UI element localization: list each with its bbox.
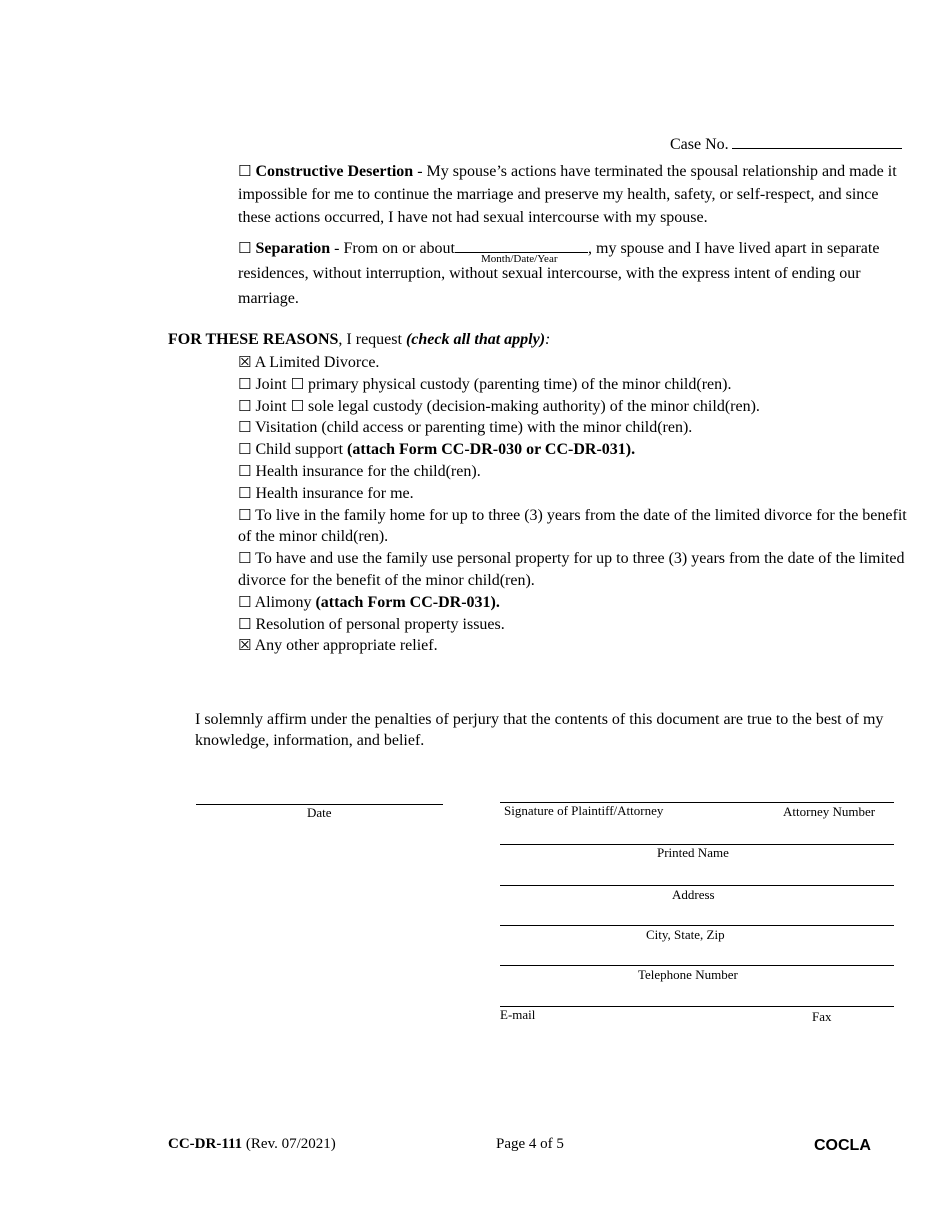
relief-item-family-home: ☐ To live in the family home for up to three (3) years from the date of the limited divorce for the benefit of the minor child(ren). [238, 505, 907, 546]
relief-checkbox[interactable]: ☐ [238, 461, 252, 480]
telephone-caption: Telephone Number [638, 967, 738, 982]
separation-title: Separation [255, 240, 331, 257]
reasons-lead-text: , I request [338, 331, 406, 348]
relief-checkbox[interactable]: ☐ [238, 614, 252, 633]
cocla-logo: COCLA [814, 1137, 871, 1154]
relief-checkbox-secondary[interactable]: ☐ [290, 396, 305, 415]
email-fax-line[interactable] [500, 1006, 894, 1007]
relief-item-personal-property-use: ☐ To have and use the family use personal property for up to three (3) years from the date of the limited divorce for the benefit of the minor child(ren). [238, 549, 905, 589]
relief-item-health-insurance-me: ☐ Health insurance for me. [238, 483, 414, 502]
attorney-number-caption: Attorney Number [783, 804, 876, 819]
address-caption: Address [672, 887, 715, 902]
desertion-title: Constructive Desertion [255, 163, 414, 180]
separation-date-field[interactable] [455, 238, 588, 265]
desertion-text: - My spouse’s actions have terminated the spousal relationship and made it impossible for me to continue the marriage and preserve my health, safety, or self-respect, and since these actions occurred, I have not had sexual intercourse with my spouse. [238, 163, 897, 226]
relief-checkbox-secondary[interactable]: ☐ [290, 374, 305, 393]
relief-item-alimony: ☐ Alimony (attach Form CC-DR-031). [238, 592, 500, 611]
email-caption: E-mail [500, 1007, 536, 1022]
city-state-zip-caption: City, State, Zip [646, 927, 725, 942]
case-number [670, 134, 902, 154]
signature-caption: Signature of Plaintiff/Attorney [504, 803, 664, 818]
relief-checkbox[interactable]: ☐ [238, 418, 252, 437]
fax-caption: Fax [812, 1009, 832, 1024]
telephone-line[interactable] [500, 965, 894, 966]
separation-date-caption: Month/Date/Year [481, 253, 558, 265]
ground-constructive-desertion [238, 160, 913, 229]
reasons-lead-italic: (check all that apply) [405, 331, 546, 348]
relief-item-health-insurance-children: ☐ Health insurance for the child(ren). [238, 461, 481, 480]
relief-item-legal-custody: ☐ Joint ☐ sole legal custody (decision-making authority) of the minor child(ren). [238, 396, 760, 415]
case-no-label: Case No. [670, 136, 729, 153]
address-line[interactable] [500, 885, 894, 886]
relief-checkbox[interactable]: ☐ [238, 396, 252, 415]
relief-checkbox[interactable]: ☐ [238, 505, 252, 524]
ground-separation [238, 236, 913, 311]
case-no-field[interactable] [732, 134, 902, 149]
relief-item-visitation: ☐ Visitation (child access or parenting time) with the minor child(ren). [238, 418, 693, 437]
form-id: CC-DR-111 [168, 1136, 243, 1152]
reasons-heading: FOR THESE REASONS, I request (check all that apply): [168, 331, 551, 348]
relief-item-limited-divorce: ☒ A Limited Divorce. [238, 353, 380, 371]
relief-checkbox[interactable]: ☐ [238, 440, 252, 459]
printed-name-caption: Printed Name [657, 845, 729, 860]
relief-checkbox[interactable]: ☐ [238, 549, 252, 568]
affirmation-text: I solemnly affirm under the penalties of perjury that the contents of this document are true to the best of my knowledge, information, and belief. [195, 711, 884, 749]
form-identifier [168, 1136, 336, 1153]
separation-text-after: , my spouse and I have lived apart in separate residences, without interruption, without sexual intercourse, with the express intent of ending our marriage. [238, 240, 880, 307]
reasons-lead-bold: FOR THESE REASONS [168, 331, 339, 348]
relief-item-property-issues: ☐ Resolution of personal property issues. [238, 614, 505, 633]
relief-item-other-relief: ☒ Any other appropriate relief. [238, 636, 438, 655]
relief-checkbox[interactable]: ☐ [238, 374, 252, 393]
relief-item-child-support: ☐ Child support (attach Form CC-DR-030 or CC-DR-031). [238, 440, 636, 459]
relief-checkbox[interactable]: ☒ [238, 353, 252, 371]
page-number: Page 4 of 5 [496, 1136, 564, 1152]
separation-checkbox[interactable]: ☐ [238, 239, 252, 257]
form-revision: (Rev. 07/2021) [242, 1136, 336, 1152]
relief-list [238, 352, 910, 657]
relief-checkbox[interactable]: ☐ [238, 592, 252, 611]
date-caption: Date [307, 805, 332, 820]
relief-checkbox[interactable]: ☐ [238, 483, 252, 502]
relief-item-physical-custody: ☐ Joint ☐ primary physical custody (parenting time) of the minor child(ren). [238, 374, 732, 393]
city-state-zip-line[interactable] [500, 925, 894, 926]
relief-checkbox[interactable]: ☒ [238, 636, 252, 655]
desertion-checkbox[interactable]: ☐ [238, 162, 252, 180]
separation-text-before: - From on or about [330, 240, 455, 257]
